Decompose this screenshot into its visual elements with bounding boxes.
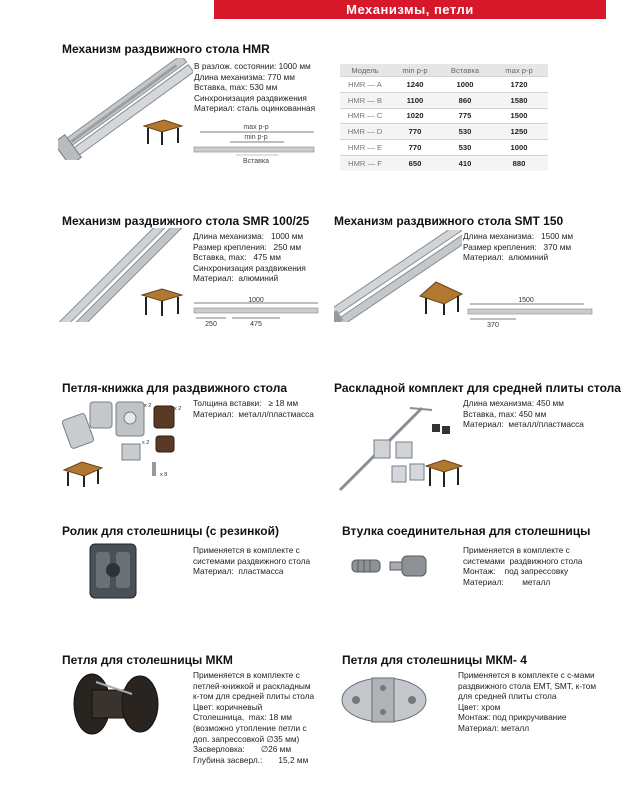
hmr-spec-table [340, 64, 548, 171]
hinge-book-description: Толщина вставки: ≥ 18 мм Материал: металл/пластмасса [193, 398, 314, 419]
roller-title: Ролик для столешницы (с резинкой) [62, 524, 279, 538]
table-cell: 1580 [490, 92, 548, 108]
smr-total-dim: 1000 [248, 297, 264, 304]
table-cell: HMR — B [340, 92, 390, 108]
table-cell: 775 [440, 108, 490, 124]
hmr-description: В разлож. состоянии: 1000 мм Длина механизма: 770 мм Вставка, max: 530 мм Синхронизация раздвижения Материал: сталь оцинкованная [194, 61, 316, 114]
smt-description: Длина механизма: 1500 мм Размер крепления: 370 мм Материал: алюминий [463, 231, 574, 263]
hmr-min-label: min р-р [244, 134, 268, 141]
table-header: Вставка [440, 64, 490, 77]
mkm-hinge-image [70, 668, 162, 740]
table-row [340, 155, 548, 170]
hmr-dimension-diagram [192, 122, 317, 164]
table-cell: 1250 [490, 124, 548, 140]
roller-description: Применяется в комплекте с системами раздвижного стола Материал: пластмасса [193, 545, 311, 577]
smt-dimension-diagram [466, 294, 594, 330]
hinge-book-qty-mark: x 2 [144, 403, 152, 409]
folding-kit-table-icon [424, 456, 464, 488]
table-cell: 530 [440, 124, 490, 140]
table-cell: 530 [440, 140, 490, 156]
table-cell: 410 [440, 155, 490, 170]
table-row [340, 92, 548, 108]
table-cell: 770 [390, 124, 440, 140]
smr-description: Длина механизма: 1000 мм Размер крепления: 250 мм Вставка, max: 475 мм Синхронизация раздвижения Материал: алюминий [193, 231, 306, 284]
table-row [340, 140, 548, 156]
hinge-book-table-icon [62, 458, 106, 488]
hmr-insert-label: Вставка [242, 158, 270, 164]
mkm4-title: Петля для столешницы МКМ- 4 [342, 653, 527, 667]
bushing-image [350, 552, 430, 582]
hmr-title: Механизм раздвижного стола HMR [62, 42, 270, 56]
mkm-title: Петля для столешницы МКМ [62, 653, 233, 667]
bushing-title: Втулка соединительная для столешницы [342, 524, 591, 538]
smt-dim-a: 370 [487, 322, 499, 329]
mkm4-description: Применяется в комплекте с с-мами раздвижного стола ЕМТ, SMT, к-том для средней плиты стола Цвет: хром Монтаж: под прикручивание Материал: металл [458, 670, 597, 733]
smt-table-icon [418, 280, 464, 316]
roller-image [84, 540, 142, 602]
hmr-max-label: max р-р [243, 124, 269, 131]
smr-title: Механизм раздвижного стола SMR 100/25 [62, 214, 310, 228]
table-cell: 1500 [490, 108, 548, 124]
hmr-table-icon [142, 116, 184, 146]
bushing-description: Применяется в комплекте с системами раздвижного стола Монтаж: под запрессовку Материал: металл [463, 545, 583, 587]
table-row [340, 108, 548, 124]
folding-kit-title: Раскладной комплект для средней плиты стола [334, 381, 621, 395]
section-banner: Механизмы, петли [214, 0, 606, 19]
smr-dim-b: 475 [250, 321, 262, 328]
table-cell: HMR — C [340, 108, 390, 124]
table-cell: 1100 [390, 92, 440, 108]
hinge-book-qty-mark: x 2 [142, 440, 150, 446]
table-cell: 1020 [390, 108, 440, 124]
smr-dimension-diagram [192, 296, 322, 330]
table-cell: 650 [390, 155, 440, 170]
table-row [340, 77, 548, 93]
table-row [340, 124, 548, 140]
table-header: max р-р [490, 64, 548, 77]
table-cell: HMR — A [340, 77, 390, 93]
table-header: Модель [340, 64, 390, 77]
folding-kit-description: Длина механизма: 450 мм Вставка, max: 450 мм Материал: металл/пластмасса [463, 398, 584, 430]
smt-total-dim: 1500 [518, 297, 534, 304]
table-cell: HMR — D [340, 124, 390, 140]
table-cell: 860 [440, 92, 490, 108]
table-cell: 880 [490, 155, 548, 170]
hinge-book-qty-mark: x 8 [160, 472, 168, 478]
hinge-book-qty-mark: x 2 [174, 406, 182, 412]
smt-title: Механизм раздвижного стола SMT 150 [334, 214, 564, 228]
smr-table-icon [140, 285, 184, 317]
mkm-description: Применяется в комплекте с петлей-книжкой и раскладным к-том для средней плиты стола Цвет: коричневый Столешница, max: 18 мм (возможно утопление петли с доп. запрессовкой ∅35 мм) Засверловка: ∅26 мм Глубина засверл.: 15,2 мм [193, 670, 315, 765]
table-cell: 1720 [490, 77, 548, 93]
table-cell: 1000 [440, 77, 490, 93]
table-cell: HMR — F [340, 155, 390, 170]
table-cell: HMR — E [340, 140, 390, 156]
table-cell: 770 [390, 140, 440, 156]
hinge-book-title: Петля-книжка для раздвижного стола [62, 381, 288, 395]
table-cell: 1000 [490, 140, 548, 156]
table-header: min р-р [390, 64, 440, 77]
smr-dim-a: 250 [205, 321, 217, 328]
mkm4-hinge-image [340, 670, 430, 728]
table-cell: 1240 [390, 77, 440, 93]
